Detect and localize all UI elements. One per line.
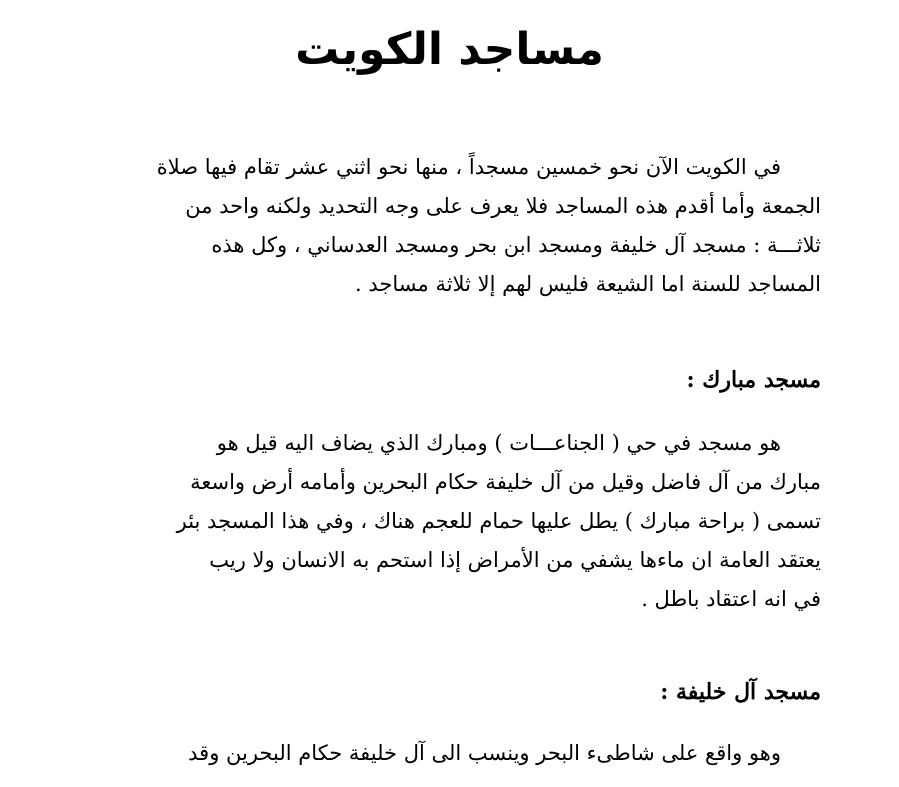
text-line: المساجد للسنة اما الشيعة فليس لهم إلا ثلاثة مساجد . [355, 272, 821, 296]
page-title: مساجد الكويت [295, 24, 604, 75]
khalifa-paragraph [69, 734, 821, 773]
text-line: الجمعة وأما أقدم هذه المساجد فلا يعرف على وجه التحديد ولكنه واحد من [185, 194, 821, 218]
text-line: هو مسجد في حي ( الجناعـــات ) ومبارك الذي يضاف اليه قيل هو [216, 431, 781, 455]
text-line: وهو واقع على شاطىء البحر وينسب الى آل خليفة حكام البحرين وقد [188, 741, 781, 765]
intro-paragraph [69, 148, 821, 304]
section-heading-khalifa: مسجد آل خليفة : [660, 679, 821, 705]
text-line: ثلاثـــة : مسجد آل خليفة ومسجد ابن بحر ومسجد العدساني ، وكل هذه [211, 233, 821, 257]
text-line: في الكويت الآن نحو خمسين مسجداً ، منها نحو اثني عشر تقام فيها صلاة [156, 155, 781, 179]
text-line: يعتقد العامة ان ماءها يشفي من الأمراض إذا استحم به الانسان ولا ريب [209, 548, 821, 572]
section-heading-mubarak: مسجد مبارك : [686, 367, 821, 393]
text-line: في انه اعتقاد باطل . [641, 587, 821, 611]
text-line: مبارك من آل فاضل وقيل من آل خليفة حكام البحرين وأمامه أرض واسعة [190, 470, 821, 494]
text-line: تسمى ( براحة مبارك ) يطل عليها حمام للعجم هناك ، وفي هذا المسجد بئر [176, 509, 821, 533]
mubarak-paragraph [69, 424, 821, 619]
